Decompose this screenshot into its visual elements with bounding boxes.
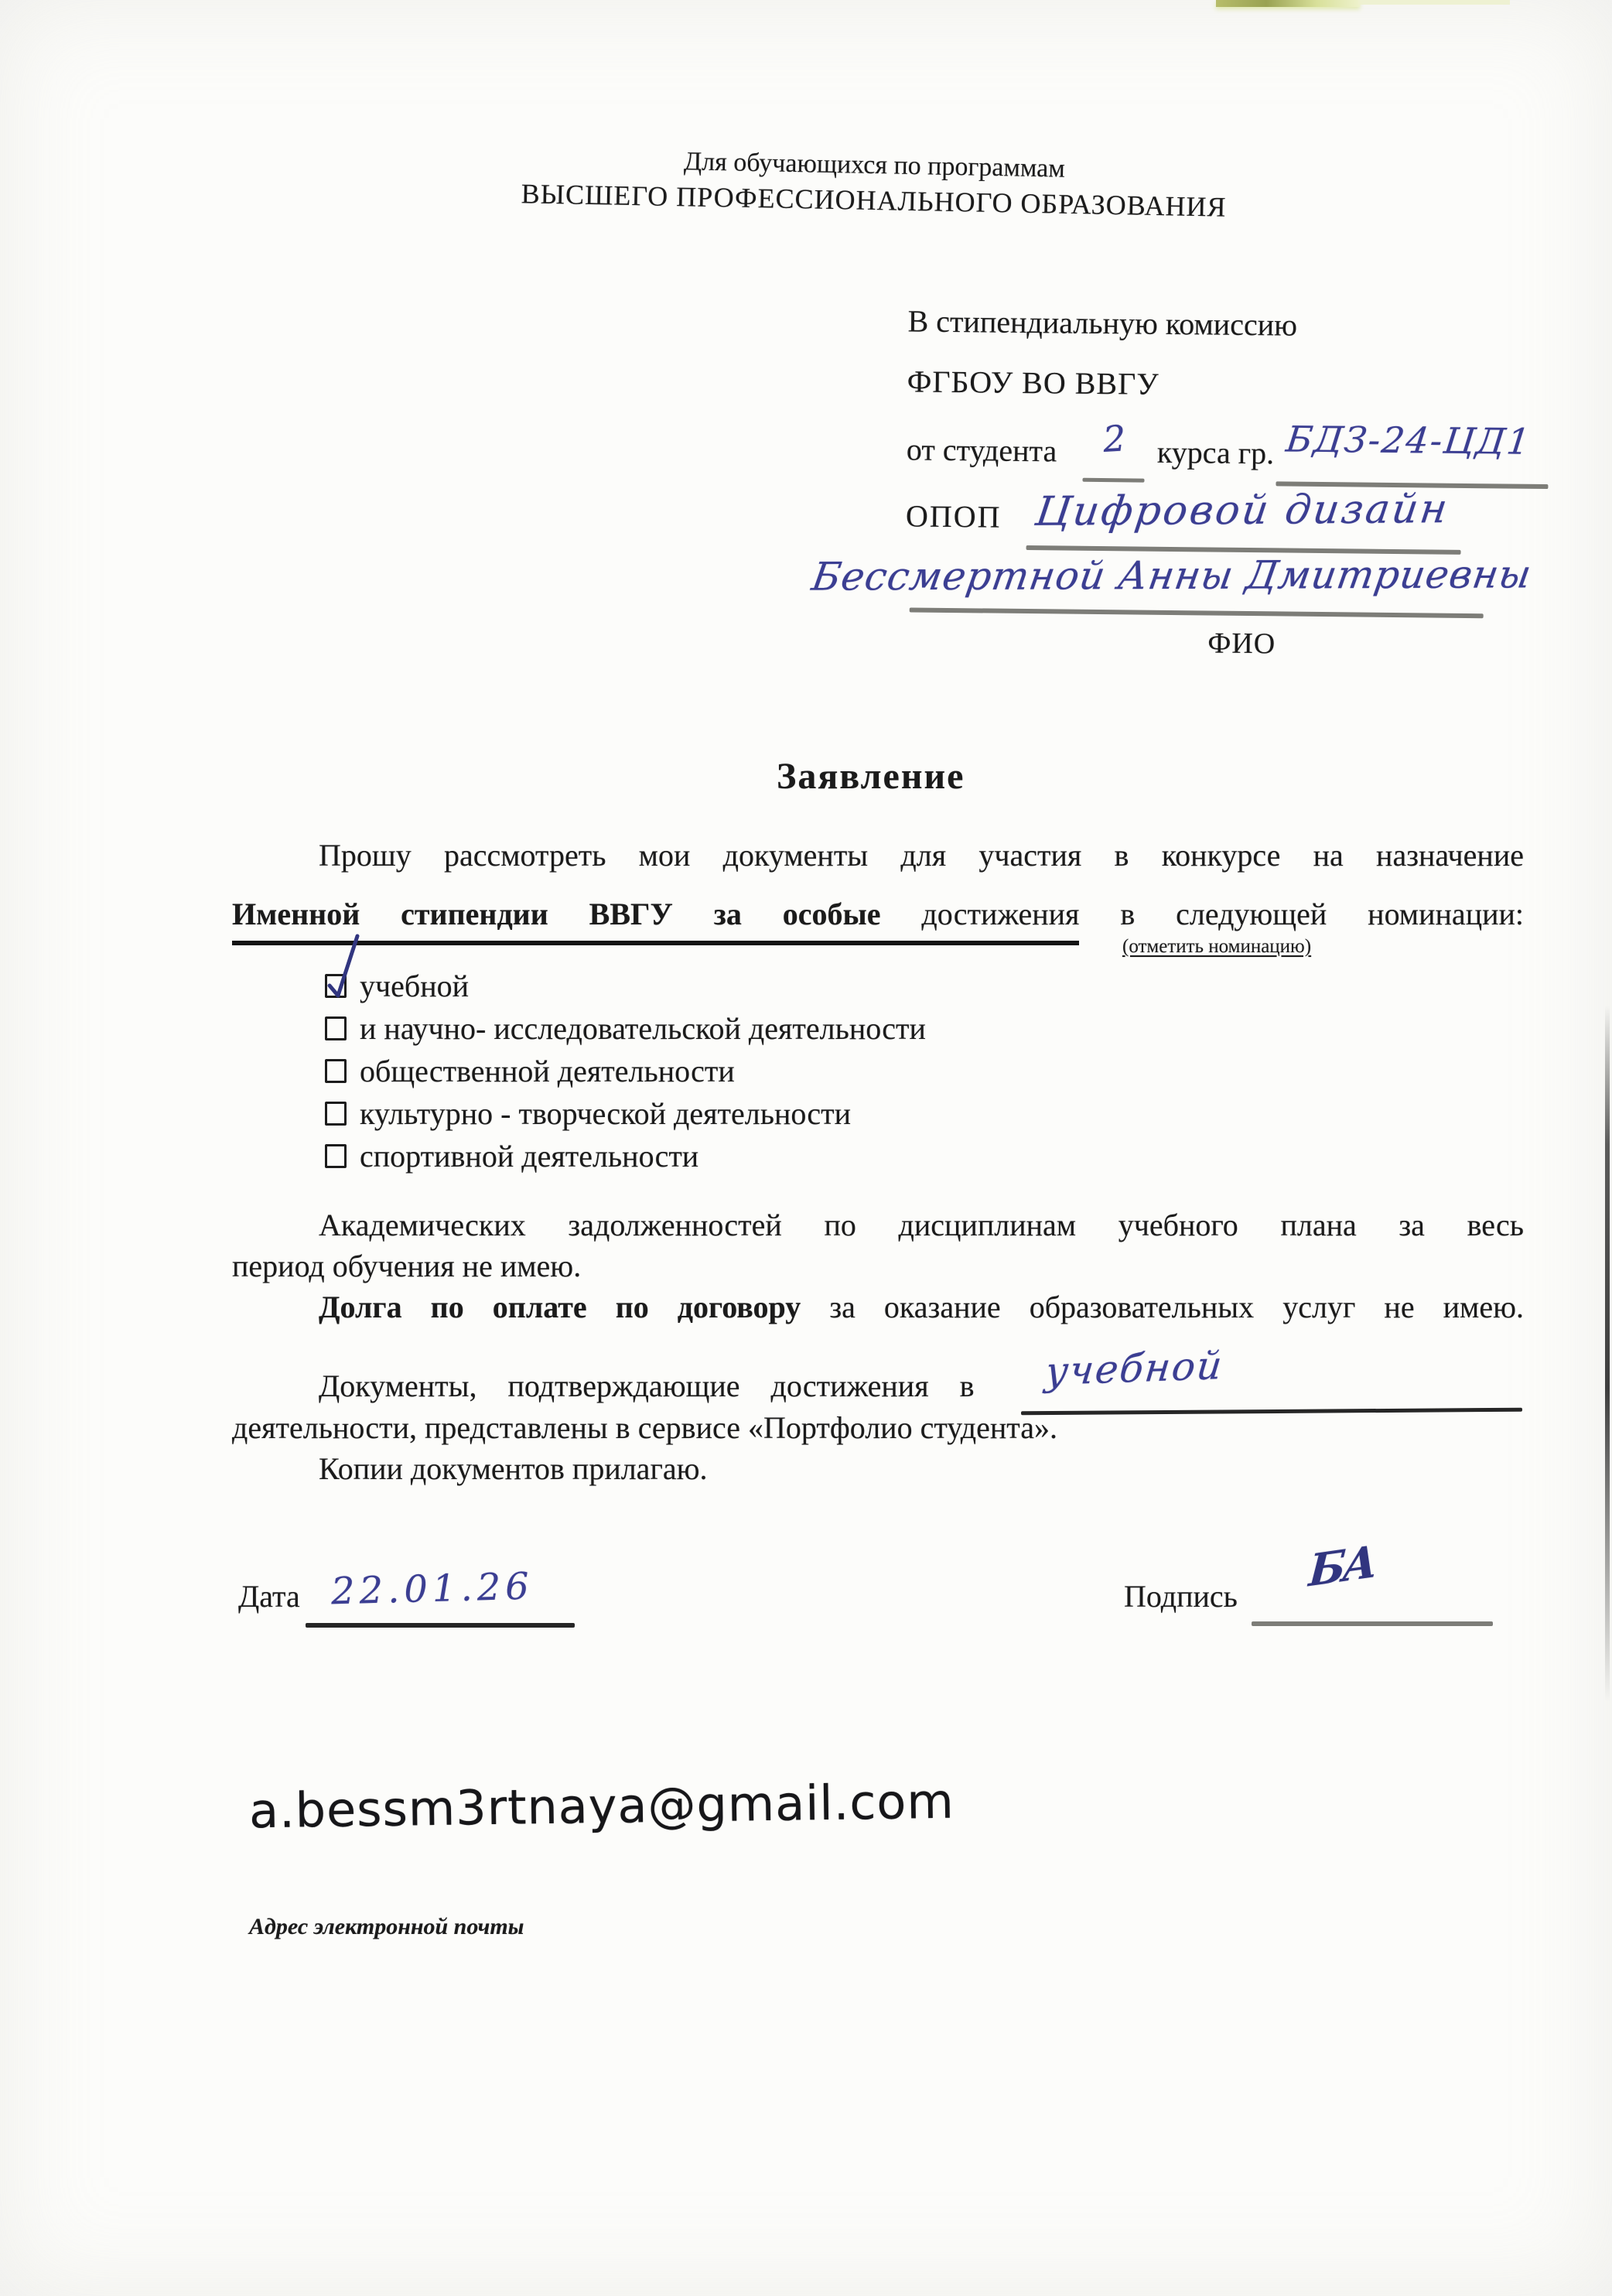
email-handwritten: a.bessm3rtnaya@gmail.com (248, 1772, 955, 1840)
from-student-label: от студента (906, 432, 1057, 469)
academic-declaration-line2: период обучения не имею. (232, 1249, 582, 1283)
nomination-label-social: общественной деятельности (360, 1054, 735, 1088)
student-name-handwritten: Бессмертной Анны Дмитриевны (808, 552, 1535, 600)
nomination-label-sports: спортивной деятельности (360, 1139, 699, 1174)
scan-artifact-top-strip (1216, 0, 1360, 7)
student-name-underline (910, 607, 1484, 618)
request-line1 (232, 837, 1524, 873)
request-emph3: достижения (921, 897, 1080, 931)
documents-prefix: Документы, подтверждающие достижения в (319, 1368, 975, 1403)
debt-declaration-rest: за оказание образовательных услуг не имею. (829, 1290, 1524, 1324)
request-line2 (232, 896, 1524, 932)
mark-nomination-note: (отметить номинацию) (1122, 936, 1312, 957)
signature-handwritten: БА (1307, 1536, 1377, 1597)
request-emph2: за особые (713, 897, 881, 931)
signature-label: Подпись (1124, 1579, 1238, 1614)
date-label: Дата (238, 1579, 300, 1614)
request-emph1: Именной стипендии ВВГУ (232, 897, 673, 931)
scan-artifact-right-edge (1605, 1006, 1610, 1702)
documents-field-handwritten: учебной (1043, 1342, 1226, 1395)
header-note-line2: ВЫСШЕГО ПРОФЕССИОНАЛЬНОГО ОБРАЗОВАНИЯ (521, 178, 1227, 223)
opop-value-handwritten: Цифровой дизайн (1033, 486, 1453, 535)
checkbox-research (325, 1016, 347, 1040)
date-value-handwritten: 22.01.26 (330, 1564, 534, 1614)
addressee-university-line: ФГБОУ ВО ВВГУ (907, 364, 1159, 401)
scan-artifact-top-strip-faint (1358, 0, 1510, 5)
debt-declaration-bold: Долга по оплате по договору (319, 1290, 801, 1324)
email-label: Адрес электронной почты (249, 1914, 524, 1939)
documents-field-underline (1021, 1408, 1522, 1416)
debt-declaration-line (232, 1289, 1524, 1325)
group-code-handwritten: БДЗ-24-ЦД1 (1283, 418, 1534, 463)
nomination-label-cultural: культурно - творческой деятельности (360, 1096, 851, 1131)
opop-label: ОПОП (905, 498, 1002, 535)
fio-label: ФИО (1207, 627, 1276, 661)
request-tail: в следующей номинации: (1120, 897, 1525, 931)
checkbox-social (325, 1059, 347, 1083)
checkbox-cultural (325, 1102, 347, 1126)
addressee-block (801, 294, 1612, 666)
document-title: Заявление (777, 756, 965, 797)
academic-declaration-line1 (232, 1207, 1524, 1243)
request-line1-text: Прошу рассмотреть мои документы для участия в конкурсе на назначение (319, 838, 1524, 873)
header-note (479, 141, 1269, 226)
checkmark-icon (323, 927, 364, 1001)
documents-line3: Копии документов прилагаю. (319, 1451, 708, 1486)
documents-line2: деятельности, представлены в сервисе «Портфолио студента». (232, 1410, 1057, 1445)
course-number-handwritten: 2 (1101, 417, 1127, 461)
course-group-label: курса гр. (1156, 434, 1275, 471)
nomination-label-research: и научно- исследовательской деятельности (360, 1011, 926, 1046)
academic-declaration-text: Академических задолженностей по дисциплинам учебного плана за весь (319, 1208, 1524, 1242)
course-underline (1082, 478, 1144, 483)
signature-underline (1252, 1621, 1493, 1626)
addressee-commission-line: В стипендиальную комиссию (907, 303, 1298, 343)
nomination-label-academic: учебной (360, 969, 470, 1003)
header-note-line1: Для обучающихся по программам (683, 147, 1066, 183)
checkbox-sports (325, 1144, 347, 1168)
date-underline (306, 1623, 575, 1628)
